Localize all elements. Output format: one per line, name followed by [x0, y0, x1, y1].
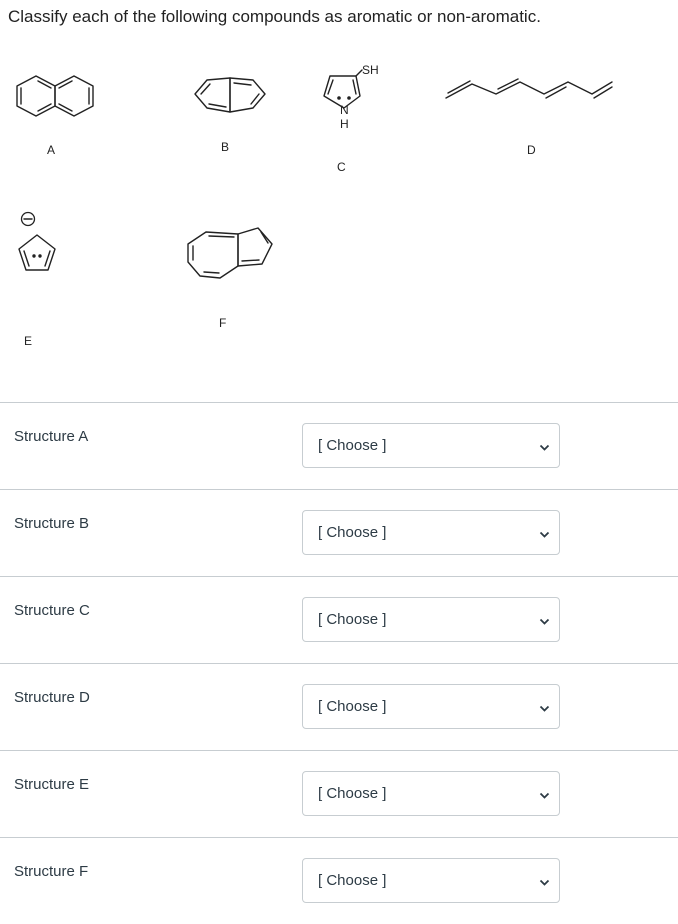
n-text: N: [340, 103, 349, 117]
answer-row-b: [0, 489, 678, 576]
structure-f-select[interactable]: [302, 858, 560, 903]
pentalene-icon: [193, 76, 267, 116]
chevron-down-icon: [539, 875, 550, 886]
answer-row-e: [0, 750, 678, 837]
thiol-pyrrole-icon: [318, 62, 378, 134]
chevron-down-icon: [539, 788, 550, 799]
row-label: Structure E: [14, 776, 90, 793]
row-label: Structure A: [14, 428, 89, 445]
structure-c-select[interactable]: [302, 597, 560, 642]
structures-area: [0, 0, 678, 400]
structure-e-select[interactable]: [302, 771, 560, 816]
select-value: [ Choose ]: [318, 698, 387, 715]
structure-b-label: B: [221, 140, 230, 154]
answer-row-c: [0, 576, 678, 663]
chevron-down-icon: [539, 527, 550, 538]
row-label: Structure D: [14, 689, 90, 706]
answer-row-f: [0, 837, 678, 924]
structure-e-label: E: [24, 334, 33, 348]
azulene-icon: [184, 226, 276, 282]
select-value: [ Choose ]: [318, 872, 387, 889]
structure-f-label: F: [219, 316, 227, 330]
chevron-down-icon: [539, 701, 550, 712]
structure-c-label: C: [337, 160, 346, 174]
cyclopentadienyl-anion-icon: [16, 210, 62, 278]
structure-a-label: A: [47, 143, 56, 157]
structure-d-label: D: [527, 143, 536, 157]
structure-d-select[interactable]: [302, 684, 560, 729]
row-label: Structure F: [14, 863, 89, 880]
h-text: H: [340, 117, 349, 131]
select-value: [ Choose ]: [318, 437, 387, 454]
chevron-down-icon: [539, 614, 550, 625]
question-text: Classify each of the following compounds as aromatic or non-aromatic.: [8, 7, 541, 26]
answer-row-a: [0, 402, 678, 489]
structure-b-select[interactable]: [302, 510, 560, 555]
row-label: Structure B: [14, 515, 90, 532]
answer-row-d: [0, 663, 678, 750]
structure-a-select[interactable]: [302, 423, 560, 468]
chevron-down-icon: [539, 440, 550, 451]
row-label: Structure C: [14, 602, 90, 619]
select-value: [ Choose ]: [318, 785, 387, 802]
linear-polyene-icon: [444, 76, 614, 104]
select-value: [ Choose ]: [318, 524, 387, 541]
answer-rows: [0, 402, 678, 924]
select-value: [ Choose ]: [318, 611, 387, 628]
sh-text: SH: [362, 63, 379, 77]
naphthalene-icon: [10, 74, 100, 118]
